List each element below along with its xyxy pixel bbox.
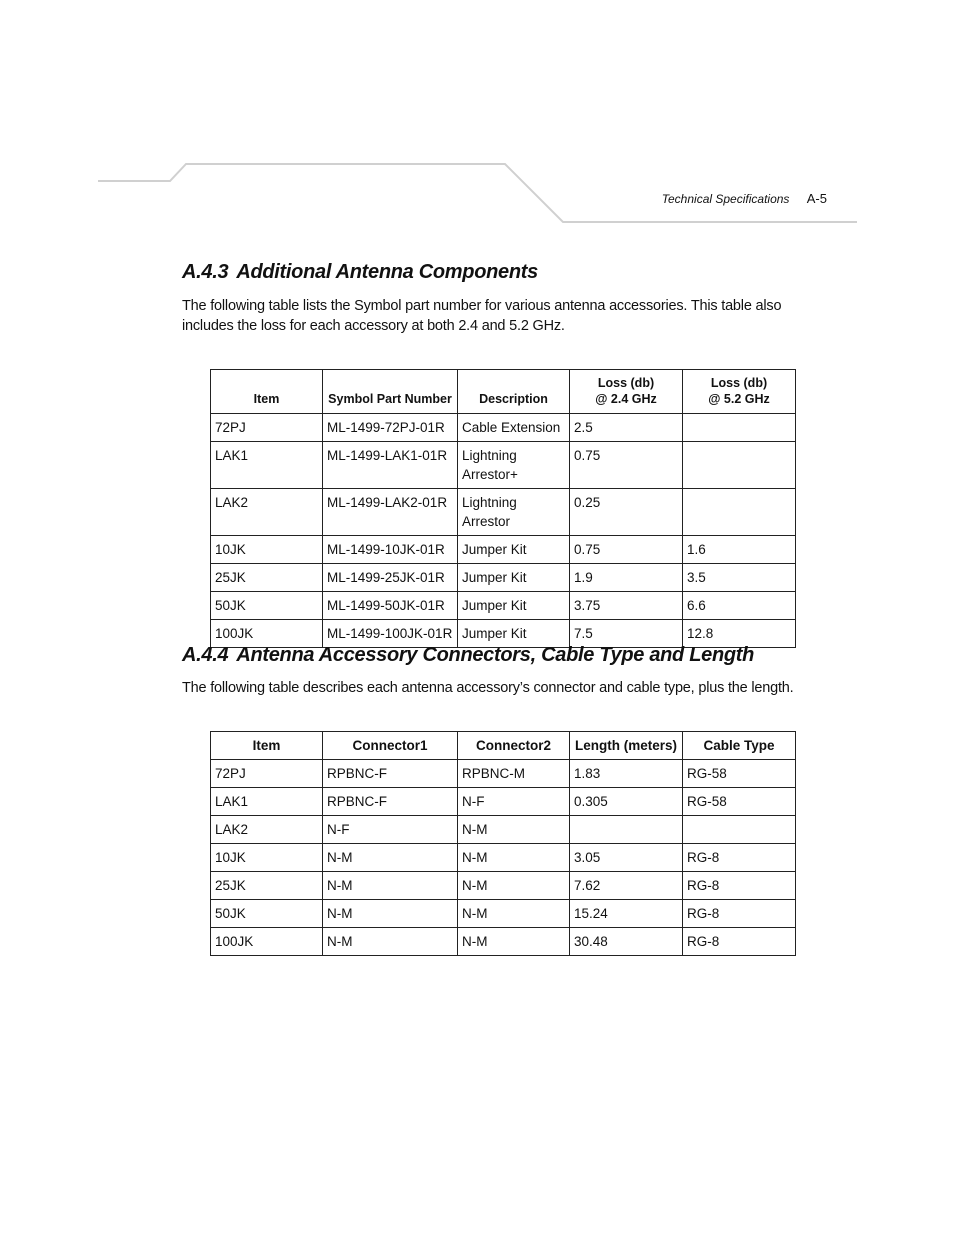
header-loss-freq: @ 2.4 GHz: [595, 392, 657, 406]
cell-item: 10JK: [211, 536, 323, 564]
cell-item: LAK2: [211, 816, 323, 844]
header-description: Description: [458, 370, 570, 414]
header-cable-type: Cable Type: [683, 732, 796, 760]
cell-loss24: 0.75: [570, 442, 683, 489]
cell-conn1: RPBNC-F: [323, 760, 458, 788]
section-intro: The following table lists the Symbol part number for various antenna accessories. This table also includes the loss for each accessory at both 2.4 and 5.2 GHz.: [182, 298, 782, 334]
table-header-row: [211, 732, 796, 760]
cell-conn1: N-F: [323, 816, 458, 844]
cell-conn1: RPBNC-F: [323, 788, 458, 816]
cell-conn2: N-M: [458, 872, 570, 900]
table-row: [211, 872, 796, 900]
section-heading-a43: [182, 261, 538, 284]
cell-length: 15.24: [570, 900, 683, 928]
cell-length: 3.05: [570, 844, 683, 872]
header-loss-label: Loss (db): [710, 376, 768, 390]
header-connector1: Connector1: [323, 732, 458, 760]
cell-item: 72PJ: [211, 760, 323, 788]
header-length: Length (meters): [570, 732, 683, 760]
table-row: [211, 760, 796, 788]
cell-length: 30.48: [570, 928, 683, 956]
cell-desc: Jumper Kit: [458, 592, 570, 620]
cell-loss52: [683, 489, 796, 536]
table-row: [211, 564, 796, 592]
cell-desc: Jumper Kit: [458, 564, 570, 592]
cell-cable: RG-8: [683, 872, 796, 900]
cell-item: 50JK: [211, 592, 323, 620]
cell-loss52: 6.6: [683, 592, 796, 620]
cell-desc: Jumper Kit: [458, 536, 570, 564]
cell-conn2: N-M: [458, 816, 570, 844]
table-row: [211, 844, 796, 872]
cell-conn2: N-F: [458, 788, 570, 816]
cell-loss24: 3.75: [570, 592, 683, 620]
cell-conn1: N-M: [323, 844, 458, 872]
cell-loss52: 3.5: [683, 564, 796, 592]
cell-part: ML-1499-100JK-01R: [323, 620, 458, 648]
cell-loss52: [683, 414, 796, 442]
table-header-row: [211, 370, 796, 414]
cell-part: ML-1499-10JK-01R: [323, 536, 458, 564]
table-row: [211, 414, 796, 442]
cell-item: 72PJ: [211, 414, 323, 442]
cell-part: ML-1499-25JK-01R: [323, 564, 458, 592]
table-row: [211, 928, 796, 956]
header-item: Item: [211, 732, 323, 760]
cell-length: 0.305: [570, 788, 683, 816]
cell-cable: RG-8: [683, 928, 796, 956]
cell-loss24: 0.75: [570, 536, 683, 564]
cell-item: 100JK: [211, 620, 323, 648]
cell-cable: RG-8: [683, 900, 796, 928]
header-part-number: Symbol Part Number: [323, 370, 458, 414]
section-number: A.4.3: [182, 261, 229, 283]
cell-desc: Lightning Arrestor+: [458, 442, 570, 489]
section-title: Additional Antenna Components: [236, 261, 538, 283]
section-intro: The following table describes each antenna accessory’s connector and cable type, plus the length.: [182, 680, 794, 696]
table-row: [211, 536, 796, 564]
cell-loss24: 7.5: [570, 620, 683, 648]
cell-desc: Lightning Arrestor: [458, 489, 570, 536]
antenna-components-table: [210, 369, 796, 648]
cell-length: 1.83: [570, 760, 683, 788]
cell-part: ML-1499-50JK-01R: [323, 592, 458, 620]
header-loss-freq: @ 5.2 GHz: [708, 392, 770, 406]
header-loss-24: [570, 370, 683, 414]
cell-item: 10JK: [211, 844, 323, 872]
cell-part: ML-1499-LAK1-01R: [323, 442, 458, 489]
cell-conn2: N-M: [458, 844, 570, 872]
cell-conn2: N-M: [458, 900, 570, 928]
cell-cable: [683, 816, 796, 844]
section-number: A.4.4: [182, 644, 229, 666]
cell-part: ML-1499-72PJ-01R: [323, 414, 458, 442]
cell-conn1: N-M: [323, 928, 458, 956]
cell-loss52: 12.8: [683, 620, 796, 648]
section-title: Antenna Accessory Connectors, Cable Type and Length: [236, 644, 755, 666]
cell-item: 100JK: [211, 928, 323, 956]
cell-loss24: 0.25: [570, 489, 683, 536]
table-row: [211, 900, 796, 928]
cell-cable: RG-58: [683, 788, 796, 816]
table-row: [211, 592, 796, 620]
cell-conn1: N-M: [323, 900, 458, 928]
cell-item: LAK1: [211, 442, 323, 489]
cell-loss24: 1.9: [570, 564, 683, 592]
cell-conn1: N-M: [323, 872, 458, 900]
header-connector2: Connector2: [458, 732, 570, 760]
cell-loss52: 1.6: [683, 536, 796, 564]
cell-desc: Jumper Kit: [458, 620, 570, 648]
cell-item: 25JK: [211, 872, 323, 900]
cell-loss52: [683, 442, 796, 489]
header-item: Item: [211, 370, 323, 414]
cell-item: LAK1: [211, 788, 323, 816]
running-header: [662, 191, 827, 206]
cell-item: LAK2: [211, 489, 323, 536]
section-heading-a44: [182, 644, 754, 667]
table-row: [211, 442, 796, 489]
connectors-cable-table: [210, 731, 796, 956]
cell-item: 25JK: [211, 564, 323, 592]
header-loss-label: Loss (db): [597, 376, 655, 390]
page-number: A-5: [806, 191, 827, 206]
cell-conn2: N-M: [458, 928, 570, 956]
table-row: [211, 816, 796, 844]
cell-length: [570, 816, 683, 844]
table-row: [211, 489, 796, 536]
cell-desc: Cable Extension: [458, 414, 570, 442]
cell-cable: RG-8: [683, 844, 796, 872]
cell-conn2: RPBNC-M: [458, 760, 570, 788]
cell-length: 7.62: [570, 872, 683, 900]
cell-cable: RG-58: [683, 760, 796, 788]
cell-part: ML-1499-LAK2-01R: [323, 489, 458, 536]
table-row: [211, 788, 796, 816]
running-header-section: Technical Specifications: [661, 192, 790, 206]
header-loss-52: [683, 370, 796, 414]
cell-loss24: 2.5: [570, 414, 683, 442]
cell-item: 50JK: [211, 900, 323, 928]
